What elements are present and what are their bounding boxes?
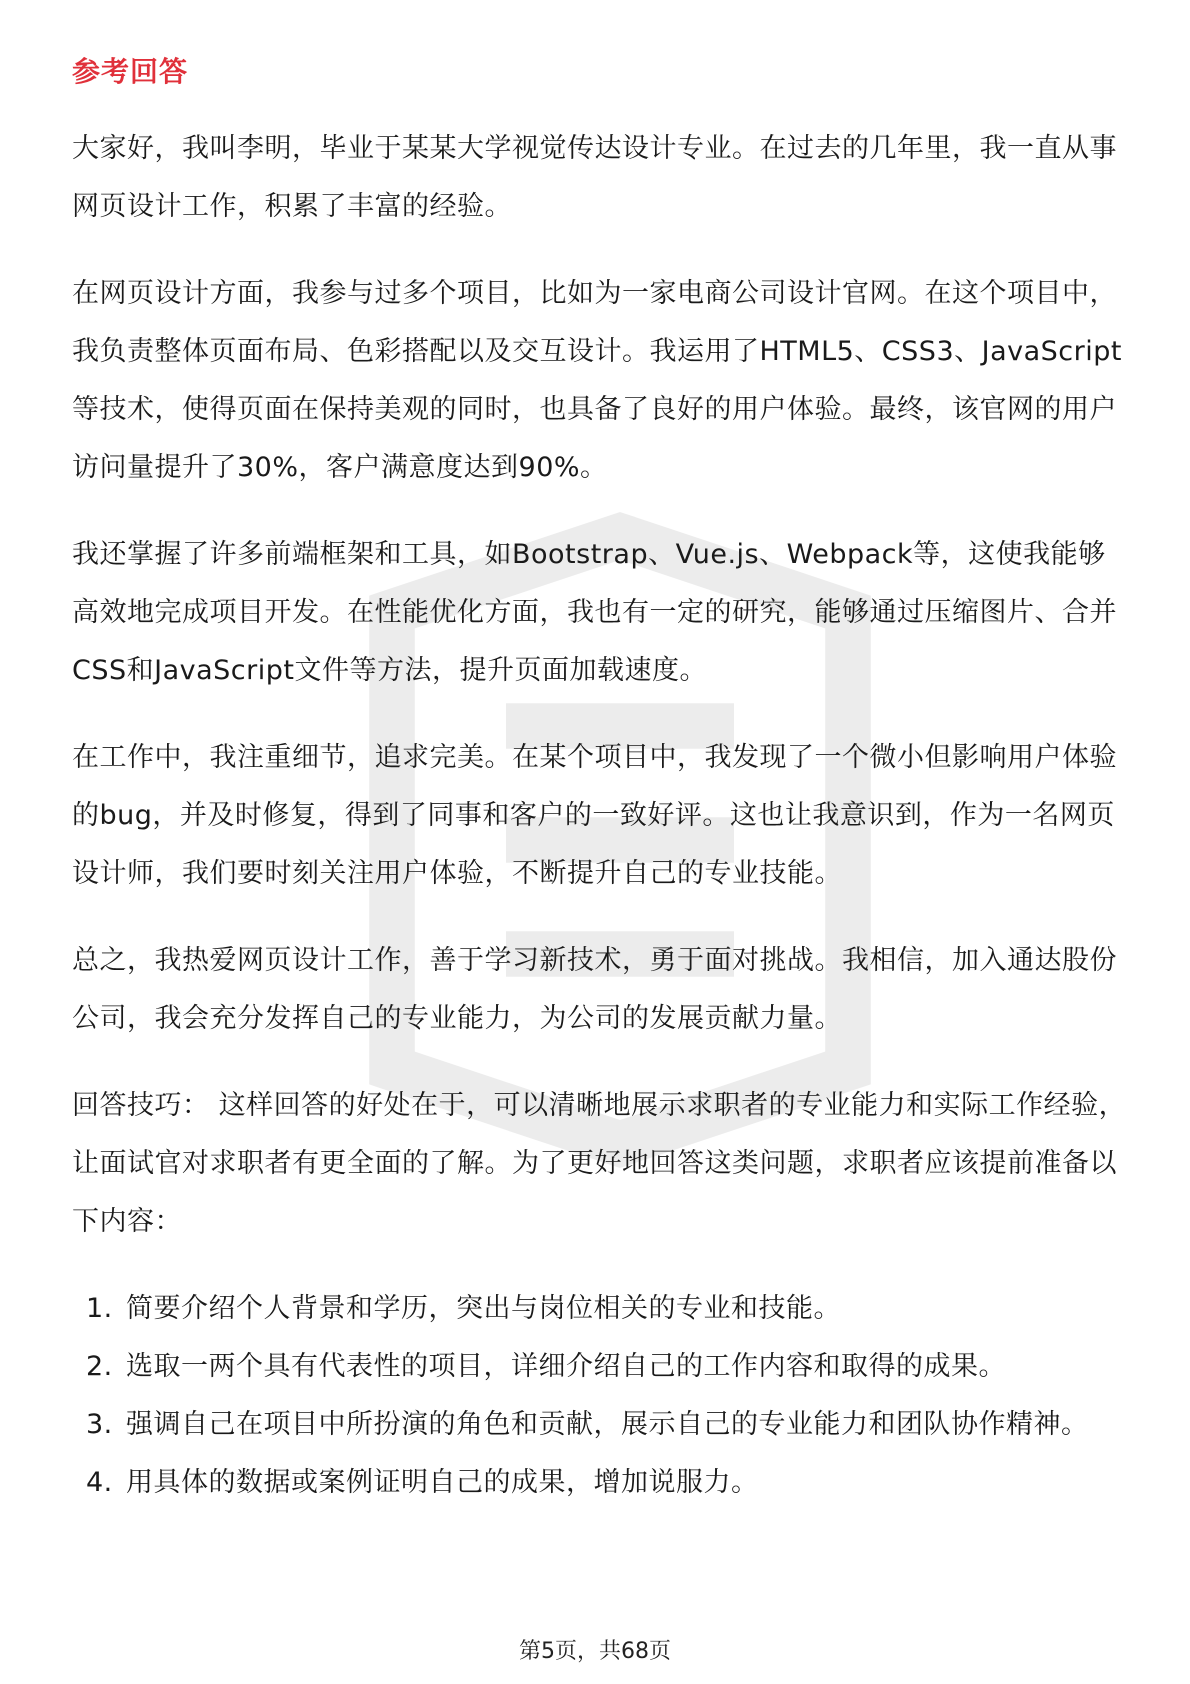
list-item-text: 选取一两个具有代表性的项目，详细介绍自己的工作内容和取得的成果。 — [126, 1351, 1006, 1382]
list-item-text: 简要介绍个人背景和学历，突出与岗位相关的专业和技能。 — [126, 1293, 841, 1324]
list-item — [72, 1396, 1132, 1454]
answer-heading: 参考回答 — [72, 55, 189, 88]
tips-label: 回答技巧： — [72, 1090, 210, 1121]
list-item-number: 4. — [86, 1467, 113, 1498]
answer-body — [72, 120, 1132, 1512]
tips-paragraph — [72, 1077, 1132, 1251]
paragraph-intro: 大家好，我叫李明，毕业于某某大学视觉传达设计专业。在过去的几年里，我一直从事网页设计工作，积累了丰富的经验。 — [72, 133, 1117, 222]
list-item — [72, 1280, 1132, 1338]
list-item-number: 3. — [86, 1409, 113, 1440]
page-number-footer: 第5页，共68页 — [519, 1639, 671, 1664]
paragraph-frameworks: 我还掌握了许多前端框架和工具，如Bootstrap、Vue.js、Webpack等，这使我能够高效地完成项目开发。在性能优化方面，我也有一定的研究，能够通过压缩图片、合并CSS和JavaScript文件等方法，提升页面加载速度。 — [72, 539, 1117, 686]
paragraph-details: 在工作中，我注重细节，追求完美。在某个项目中，我发现了一个微小但影响用户体验的bug，并及时修复，得到了同事和客户的一致好评。这也让我意识到，作为一名网页设计师，我们要时刻关注用户体验，不断提升自己的专业技能。 — [72, 742, 1117, 889]
list-item-text: 用具体的数据或案例证明自己的成果，增加说服力。 — [126, 1467, 759, 1498]
list-item-number: 2. — [86, 1351, 113, 1382]
list-item — [72, 1454, 1132, 1512]
tips-list — [72, 1280, 1132, 1512]
list-item — [72, 1338, 1132, 1396]
paragraph-project: 在网页设计方面，我参与过多个项目，比如为一家电商公司设计官网。在这个项目中，我负责整体页面布局、色彩搭配以及交互设计。我运用了HTML5、CSS3、JavaScript等技术，使得页面在保持美观的同时，也具备了良好的用户体验。最终，该官网的用户访问量提升了30%，客户满意度达到90%。 — [72, 278, 1122, 483]
list-item-text: 强调自己在项目中所扮演的角色和贡献，展示自己的专业能力和团队协作精神。 — [126, 1409, 1089, 1440]
list-item-number: 1. — [86, 1293, 113, 1324]
paragraph-conclusion: 总之，我热爱网页设计工作，善于学习新技术，勇于面对挑战。我相信，加入通达股份公司，我会充分发挥自己的专业能力，为公司的发展贡献力量。 — [72, 945, 1117, 1034]
tips-text: 这样回答的好处在于，可以清晰地展示求职者的专业能力和实际工作经验，让面试官对求职者有更全面的了解。为了更好地回答这类问题，求职者应该提前准备以下内容： — [72, 1090, 1127, 1237]
